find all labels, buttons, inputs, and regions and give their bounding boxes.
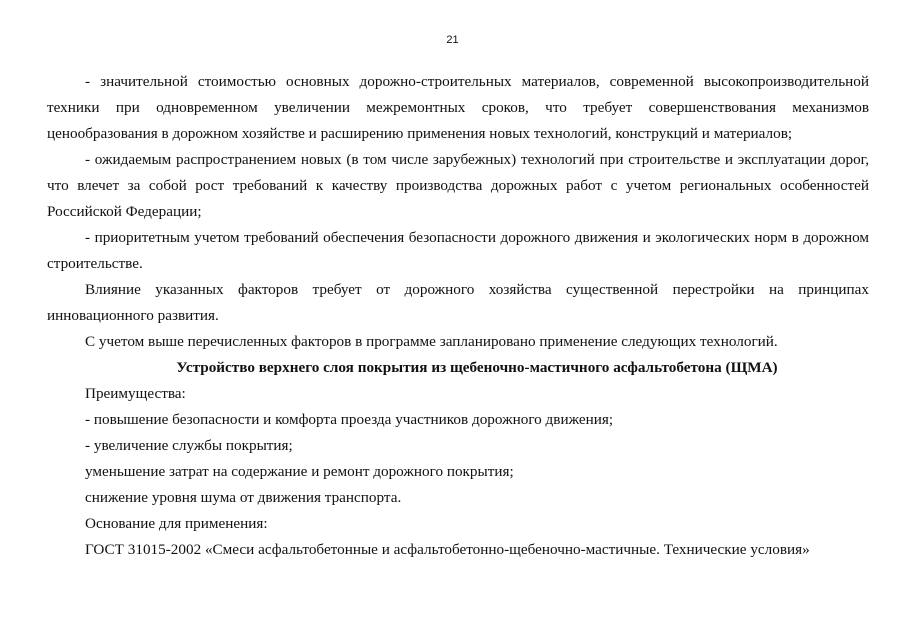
document-body: [47, 69, 869, 563]
advantage-item: уменьшение затрат на содержание и ремонт дорожного покрытия;: [85, 463, 514, 480]
paragraph-cost-factor: - значительной стоимостью основных дорожно-строительных материалов, современной высокопроизводительной техники при одновременном увеличении межремонтных сроков, что требует совершенствования механизмов ценообразования в дорожном хозяйстве и расширению применения новых технологий, конструкций и материалов;: [47, 73, 869, 142]
advantage-item: снижение уровня шума от движения транспорта.: [85, 489, 402, 506]
section-heading: Устройство верхнего слоя покрытия из щебеночно-мастичного асфальтобетона (ЩМА): [176, 359, 778, 376]
page-number: 21: [446, 34, 459, 46]
paragraph-planned-technologies: С учетом выше перечисленных факторов в программе запланировано применение следующих технологий.: [85, 333, 778, 350]
paragraph-safety-factor: - приоритетным учетом требований обеспечения безопасности дорожного движения и экологических норм в дорожном строительстве.: [47, 229, 869, 272]
basis-label: Основание для применения:: [85, 515, 268, 532]
advantage-item: - увеличение службы покрытия;: [85, 437, 293, 454]
basis-standard: ГОСТ 31015-2002 «Смеси асфальтобетонные и асфальтобетонно-щебеночно-мастичные. Технические условия»: [85, 541, 810, 558]
advantage-item: - повышение безопасности и комфорта проезда участников дорожного движения;: [85, 411, 614, 428]
paragraph-innovation: Влияние указанных факторов требует от дорожного хозяйства существенной перестройки на принципах инновационного развития.: [47, 281, 869, 324]
paragraph-new-technologies-factor: - ожидаемым распространением новых (в том числе зарубежных) технологий при строительстве и эксплуатации дорог, что влечет за собой рост требований к качеству производства дорожных работ с учетом региональных особенностей Российской Федерации;: [47, 151, 869, 220]
advantages-label: Преимущества:: [85, 385, 186, 402]
